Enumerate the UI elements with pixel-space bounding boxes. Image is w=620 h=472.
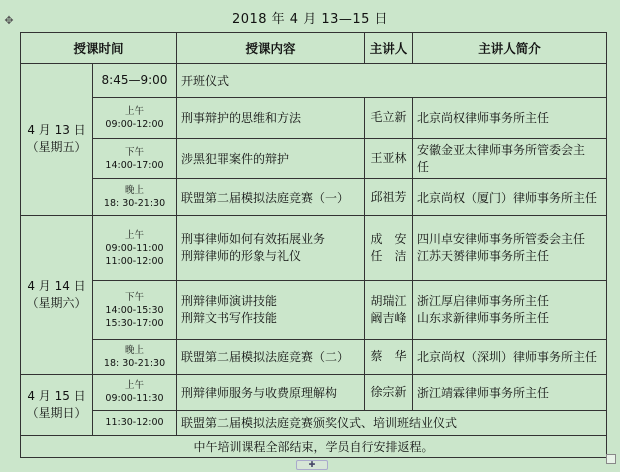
cell-text-line: 18: 30-21:30 bbox=[103, 357, 166, 369]
cell-text-line: 联盟第二届模拟法庭竞赛（一） bbox=[181, 190, 350, 205]
cell-text-line: 刑辩律师的形象与礼仪 bbox=[181, 249, 302, 263]
cell-text-line: 北京尚权（深圳）律师事务所主任 bbox=[417, 350, 598, 365]
header-content: 授课内容 bbox=[177, 33, 365, 64]
table-row bbox=[21, 63, 607, 98]
cell-text-line: 刑辩律师服务与收费原理解构 bbox=[181, 385, 338, 400]
cell-text-line: 任 洁 bbox=[370, 249, 407, 263]
time-cell bbox=[93, 340, 177, 375]
cell-text-line: 09:00-11:00 bbox=[105, 242, 164, 254]
table-row bbox=[21, 138, 607, 179]
cell-text-line: 8:45—9:00 bbox=[101, 73, 168, 88]
intro-cell bbox=[413, 374, 607, 411]
cell-text-line: 刑辩文书写作技能 bbox=[181, 311, 278, 326]
training-schedule-table bbox=[20, 32, 607, 458]
content-cell bbox=[177, 138, 365, 179]
time-cell bbox=[93, 215, 177, 280]
time-cell bbox=[93, 411, 177, 435]
resize-handle-icon[interactable]: ✚ bbox=[296, 460, 328, 470]
content-cell bbox=[177, 411, 607, 435]
cell-text-line: 下午 bbox=[125, 291, 145, 303]
corner-resize-handle[interactable] bbox=[606, 454, 616, 464]
content-cell bbox=[177, 281, 365, 340]
header-time: 授课时间 bbox=[21, 33, 177, 64]
move-handle-icon[interactable]: ✥ bbox=[4, 14, 14, 27]
speaker-cell bbox=[365, 340, 413, 375]
cell-text-line: 徐宗新 bbox=[370, 384, 407, 399]
time-cell bbox=[93, 138, 177, 179]
footer-note: 中午培训课程全部结束，学员自行安排返程。 bbox=[21, 435, 607, 457]
table-row bbox=[21, 411, 607, 435]
cell-text-line: 晚上 bbox=[125, 344, 145, 356]
intro-cell bbox=[413, 281, 607, 340]
cell-text-line: 成 安 bbox=[370, 232, 407, 246]
content-cell bbox=[177, 340, 365, 375]
day-date: 4 月 13 日 bbox=[27, 123, 86, 138]
cell-text-line: 11:00-12:00 bbox=[105, 255, 164, 267]
speaker-cell bbox=[365, 138, 413, 179]
speaker-cell bbox=[365, 281, 413, 340]
cell-text-line: 邱祖芳 bbox=[370, 189, 407, 204]
time-cell bbox=[93, 281, 177, 340]
cell-text-line: 上午 bbox=[125, 229, 145, 241]
table-row bbox=[21, 340, 607, 375]
cell-text-line: 09:00-12:00 bbox=[105, 118, 164, 130]
content-cell bbox=[177, 374, 365, 411]
intro-cell bbox=[413, 215, 607, 280]
cell-text-line: 上午 bbox=[125, 380, 145, 392]
cell-text-line: 联盟第二届模拟法庭竞赛颁奖仪式、培训班结业仪式 bbox=[181, 416, 458, 431]
cell-text-line: 浙江厚启律师事务所主任 bbox=[417, 294, 550, 309]
cell-text-line: 浙江靖霖律师事务所主任 bbox=[417, 385, 550, 400]
header-speaker: 主讲人 bbox=[365, 33, 413, 64]
cell-text-line: 11:30-12:00 bbox=[105, 417, 164, 429]
cell-text-line: 毛立新 bbox=[370, 110, 407, 125]
intro-cell bbox=[413, 179, 607, 216]
day-weekday: （星期日） bbox=[26, 405, 87, 420]
cell-text-line: 联盟第二届模拟法庭竞赛（二） bbox=[181, 350, 350, 365]
cell-text-line: 涉黑犯罪案件的辩护 bbox=[181, 152, 290, 167]
cell-text-line: 上午 bbox=[125, 105, 145, 117]
schedule-date-title: 2018 年 4 月 13—15 日 bbox=[231, 12, 389, 27]
cell-text-line: 北京尚权律师事务所主任 bbox=[417, 111, 550, 126]
cell-text-line: 江苏天赟律师事务所主任 bbox=[417, 249, 550, 263]
cell-text-line: 王亚林 bbox=[370, 151, 407, 166]
cell-text-line: 刑事律师如何有效拓展业务 bbox=[181, 232, 326, 246]
speaker-cell bbox=[365, 374, 413, 411]
cell-text-line: 下午 bbox=[125, 146, 145, 158]
time-cell bbox=[93, 179, 177, 216]
day-cell bbox=[21, 63, 93, 215]
cell-text-line: 15:30-17:00 bbox=[105, 317, 164, 329]
table-row bbox=[21, 179, 607, 216]
time-cell bbox=[93, 63, 177, 98]
cell-text-line: 09:00-11:30 bbox=[105, 393, 164, 405]
day-weekday: （星期六） bbox=[26, 295, 87, 310]
content-cell bbox=[177, 215, 365, 280]
day-date: 4 月 14 日 bbox=[27, 278, 86, 293]
header-intro: 主讲人简介 bbox=[413, 33, 607, 64]
cell-text-line: 蔡 华 bbox=[370, 349, 407, 364]
cell-text-line: 14:00-15:30 bbox=[105, 304, 164, 316]
content-cell bbox=[177, 63, 607, 98]
day-date: 4 月 15 日 bbox=[27, 388, 86, 403]
cell-text-line: 阚吉峰 bbox=[370, 311, 407, 326]
time-cell bbox=[93, 98, 177, 139]
time-cell bbox=[93, 374, 177, 411]
intro-cell bbox=[413, 340, 607, 375]
table-row bbox=[21, 374, 607, 411]
speaker-cell bbox=[365, 98, 413, 139]
table-row bbox=[21, 281, 607, 340]
speaker-cell bbox=[365, 215, 413, 280]
cell-text-line: 18: 30-21:30 bbox=[103, 198, 166, 210]
cell-text-line: 山东求新律师事务所主任 bbox=[417, 311, 550, 326]
content-cell bbox=[177, 98, 365, 139]
day-cell bbox=[21, 374, 93, 435]
cell-text-line: 安徽金亚太律师事务所管委会主 bbox=[417, 142, 586, 157]
speaker-cell bbox=[365, 179, 413, 216]
cell-text-line: 开班仪式 bbox=[181, 73, 230, 88]
day-weekday: （星期五） bbox=[26, 140, 87, 155]
cell-text-line: 胡瑞江 bbox=[370, 294, 407, 309]
intro-cell bbox=[413, 138, 607, 179]
cell-text-line: 刑事辩护的思维和方法 bbox=[181, 111, 302, 126]
table-row bbox=[21, 215, 607, 280]
cell-text-line: 任 bbox=[417, 159, 430, 174]
table-header-row bbox=[21, 33, 607, 64]
table-row bbox=[21, 98, 607, 139]
day-cell bbox=[21, 215, 93, 374]
intro-cell bbox=[413, 98, 607, 139]
cell-text-line: 刑辩律师演讲技能 bbox=[181, 294, 278, 309]
footer-row bbox=[21, 435, 607, 457]
cell-text-line: 北京尚权（厦门）律师事务所主任 bbox=[417, 190, 598, 205]
content-cell bbox=[177, 179, 365, 216]
cell-text-line: 四川卓安律师事务所管委会主任 bbox=[417, 232, 586, 246]
cell-text-line: 晚上 bbox=[125, 185, 145, 197]
cell-text-line: 14:00-17:00 bbox=[105, 159, 164, 171]
